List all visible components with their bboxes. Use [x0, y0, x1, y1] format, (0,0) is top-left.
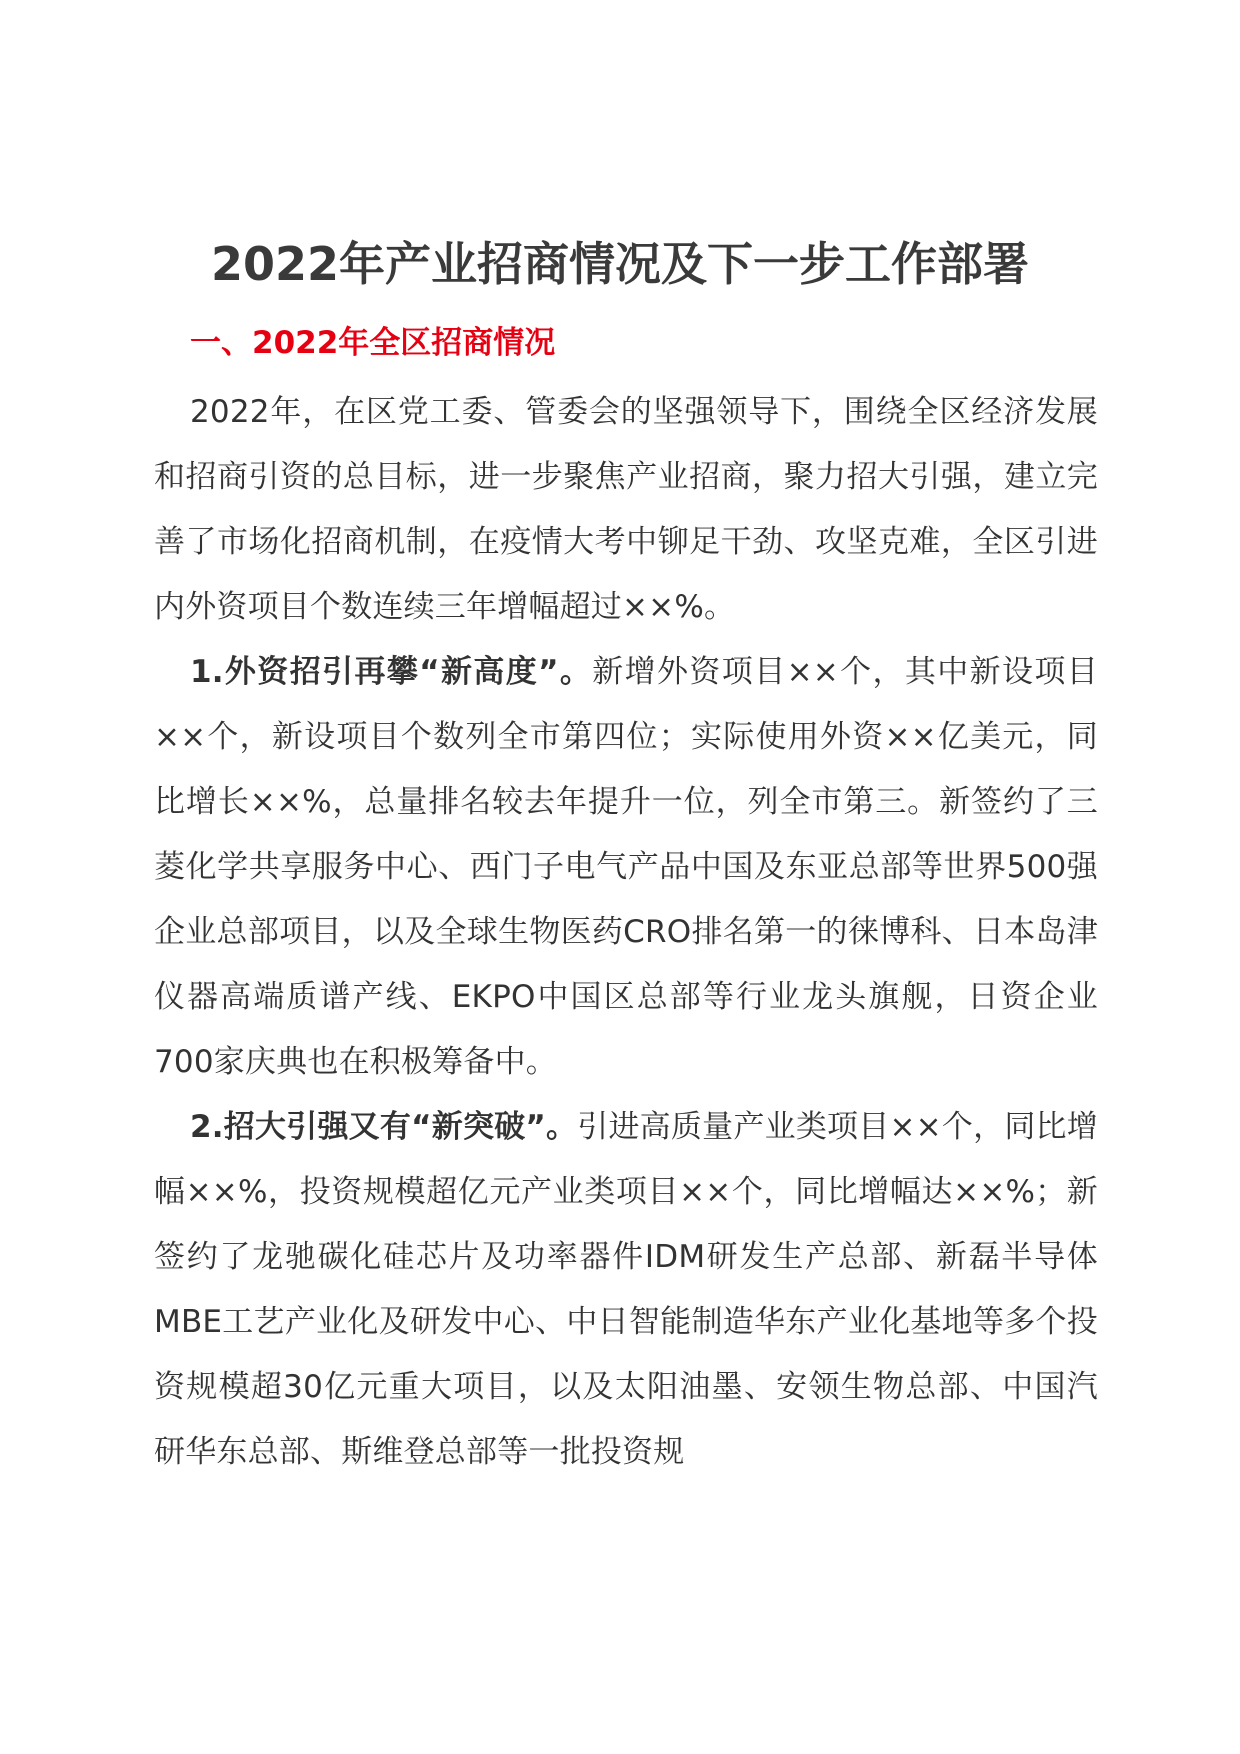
point-1-text: 新增外资项目××个，其中新设项目××个，新设项目个数列全市第四位；实际使用外资××亿美元，同比增长××%，总量排名较去年提升一位，列全市第三。新签约了三菱化学共享服务中心、西门子电气产品中国及东亚总部等世界500强企业总部项目，以及全球生物医药CRO排名第一的徕博科、日本岛津仪器高端质谱产线、EKPO中国区总部等行业龙头旗舰，日资企业700家庆典也在积极筹备中。 — [154, 654, 1098, 1080]
point-2-text: 引进高质量产业类项目××个，同比增幅××%，投资规模超亿元产业类项目××个，同比增幅达××%；新签约了龙驰碳化硅芯片及功率器件IDM研发生产总部、新磊半导体MBE工艺产业化及研发中心、中日智能制造华东产业化基地等多个投资规模超30亿元重大项目，以及太阳油墨、安领生物总部、中国汽研华东总部、斯维登总部等一批投资规 — [154, 1109, 1098, 1470]
point-2-lead: 2.招大引强又有“新突破”。 — [190, 1109, 578, 1145]
point-1-paragraph — [154, 640, 1098, 1095]
document-body — [154, 380, 1098, 1485]
section-heading: 一、2022年全区招商情况 — [190, 325, 556, 361]
point-1-lead: 1.外资招引再攀“新高度”。 — [190, 654, 593, 690]
point-2-paragraph — [154, 1095, 1098, 1485]
document-title: 2022年产业招商情况及下一步工作部署 — [210, 237, 1030, 291]
intro-paragraph: 2022年，在区党工委、管委会的坚强领导下，围绕全区经济发展和招商引资的总目标，进一步聚焦产业招商，聚力招大引强，建立完善了市场化招商机制，在疫情大考中铆足干劲、攻坚克难，全区引进内外资项目个数连续三年增幅超过××%。 — [154, 394, 1098, 625]
